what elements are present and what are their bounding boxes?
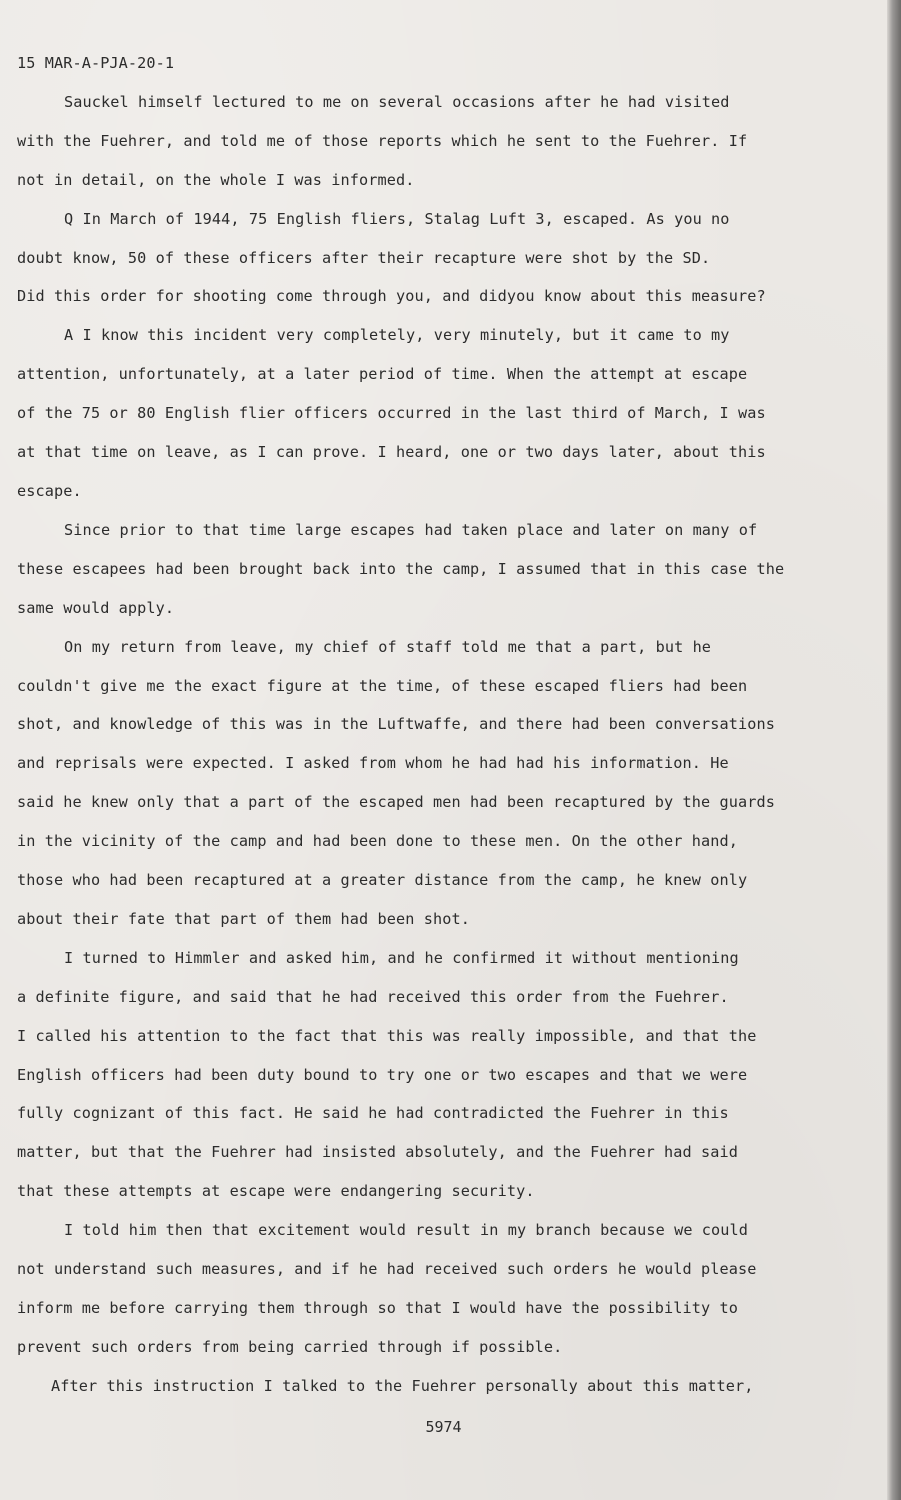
text-line: with the Fuehrer, and told me of those reports which he sent to the Fuehrer. If [17,131,748,150]
text-line: A I know this incident very completely, very minutely, but it came to my [64,326,730,345]
text-line: attention, unfortunately, at a later period of time. When the attempt at escape [17,365,748,384]
text-line: at that time on leave, as I can prove. I heard, one or two days later, about this [17,443,766,462]
text-line: I called his attention to the fact that this was really impossible, and that the [17,1026,757,1045]
page-number: 5974 [425,1418,462,1436]
text-line: these escapees had been brought back into the camp, I assumed that in this case the [17,559,785,578]
text-line: escape. [17,481,82,500]
text-line: shot, and knowledge of this was in the Luftwaffe, and there had been conversations [17,715,775,734]
text-line: matter, but that the Fuehrer had insisted absolutely, and the Fuehrer had said [17,1143,739,1162]
text-line: a definite figure, and said that he had received this order from the Fuehrer. [17,987,729,1006]
text-line: fully cognizant of this fact. He said he had contradicted the Fuehrer in this [17,1104,729,1123]
text-line: Q In March of 1944, 75 English fliers, Stalag Luft 3, escaped. As you no [64,209,730,228]
text-line: not understand such measures, and if he had received such orders he would please [17,1260,757,1279]
text-line: I turned to Himmler and asked him, and he confirmed it without mentioning [64,948,739,967]
text-line: not in detail, on the whole I was informed. [17,170,415,189]
text-line: Did this order for shooting come through you, and didyou know about this measure? [17,287,766,306]
text-line: about their fate that part of them had been shot. [17,909,470,928]
text-line: said he knew only that a part of the escaped men had been recaptured by the guards [17,793,775,812]
text-line: prevent such orders from being carried through if possible. [17,1337,563,1356]
text-line: On my return from leave, my chief of staff told me that a part, but he [64,637,712,656]
text-line: Since prior to that time large escapes had taken place and later on many of [64,520,758,539]
text-line: After this instruction I talked to the Fuehrer personally about this matter, [51,1376,754,1395]
document-body [17,44,827,1406]
text-line: English officers had been duty bound to try one or two escapes and that we were [17,1065,748,1084]
text-line: inform me before carrying them through so that I would have the possibility to [17,1299,739,1317]
page-edge-shadow [887,0,901,1500]
document-header: 15 MAR-A-PJA-20-1 [17,54,175,72]
text-line: same would apply. [17,598,175,617]
text-line: couldn't give me the exact figure at the time, of these escaped fliers had been [17,676,748,695]
text-line: and reprisals were expected. I asked from whom he had had his information. He [17,754,729,773]
text-line: those who had been recaptured at a greater distance from the camp, he knew only [17,871,748,890]
text-line: doubt know, 50 of these officers after their recapture were shot by the SD. [17,248,711,267]
text-line: I told him then that excitement would result in my branch because we could [64,1221,749,1240]
text-line: that these attempts at escape were endangering security. [17,1182,535,1201]
text-line: in the vicinity of the camp and had been done to these men. On the other hand, [17,832,739,851]
text-line: of the 75 or 80 English flier officers occurred in the last third of March, I was [17,404,766,423]
text-lines [17,83,827,1406]
text-line: Sauckel himself lectured to me on several occasions after he had visited [64,92,730,111]
